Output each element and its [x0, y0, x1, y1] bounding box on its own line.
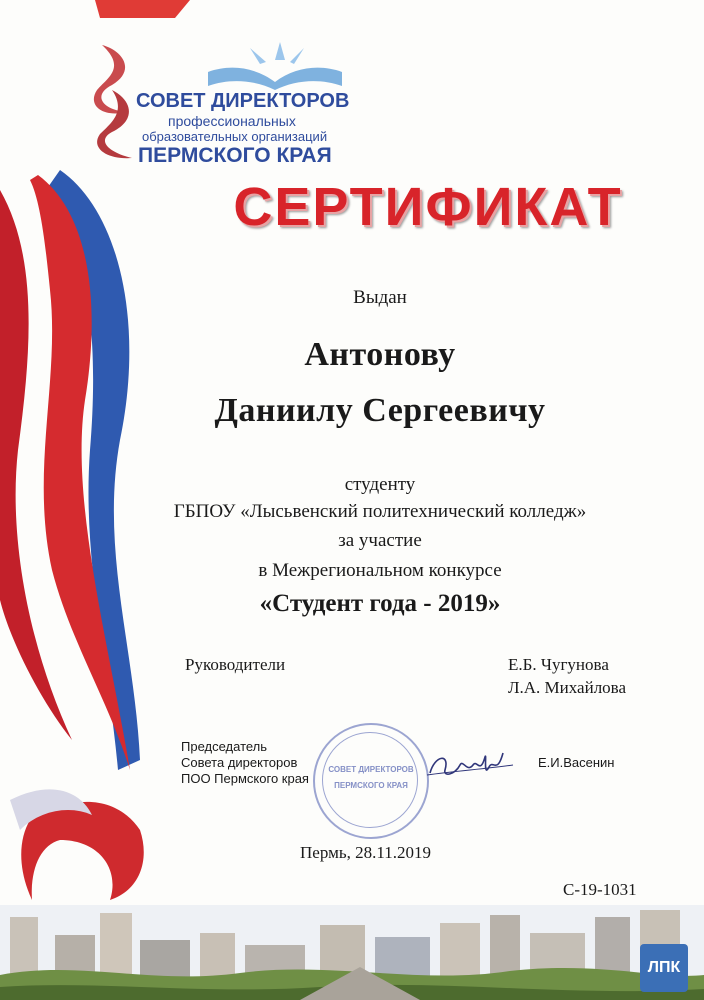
stamp-text-1: СОВЕТ ДИРЕКТОРОВ [328, 765, 414, 774]
logo-line-3: образовательных организаций [142, 129, 328, 144]
stamp-text-2: ПЕРМСКОГО КРАЯ [334, 781, 408, 790]
issued-label: Выдан [353, 287, 407, 308]
institution-name: ГБПОУ «Лысьвенский политехнический колледж» [173, 501, 587, 522]
chairman-signature [425, 745, 515, 785]
open-book-icon [200, 42, 350, 92]
chairman-name: Е.И.Васенин [538, 755, 615, 770]
contest-label: в Межрегиональном конкурсе [258, 560, 502, 581]
certificate-title: СЕРТИФИКАТ [233, 177, 623, 237]
college-badge: ЛПК [640, 944, 688, 992]
recipient-given-names: Даниилу Сергеевичу [214, 392, 546, 429]
leaders-label: Руководители [185, 655, 286, 674]
city-panorama-decoration [0, 905, 704, 1000]
leader-name-2: Л.А. Михайлова [508, 678, 627, 697]
recipient-role: студенту [344, 474, 416, 495]
participation-label: за участие [338, 530, 422, 551]
event-name: «Студент года - 2019» [259, 590, 501, 617]
logo-line-2: профессиональных [168, 113, 296, 129]
logo-line-1: СОВЕТ ДИРЕКТОРОВ [136, 90, 350, 112]
recipient-surname: Антонову [304, 336, 456, 373]
logo-line-4: ПЕРМСКОГО КРАЯ [138, 144, 332, 167]
place-date: Пермь, 28.11.2019 [300, 843, 431, 862]
organization-logo [82, 40, 350, 170]
official-stamp [313, 723, 429, 839]
leader-name-1: Е.Б. Чугунова [508, 655, 609, 674]
chairman-title-line-1: Председатель [181, 739, 268, 754]
chairman-title-line-3: ПОО Пермского края [181, 771, 309, 786]
chairman-title-line-2: Совета директоров [181, 755, 298, 770]
serial-number: С-19-1031 [563, 880, 637, 899]
